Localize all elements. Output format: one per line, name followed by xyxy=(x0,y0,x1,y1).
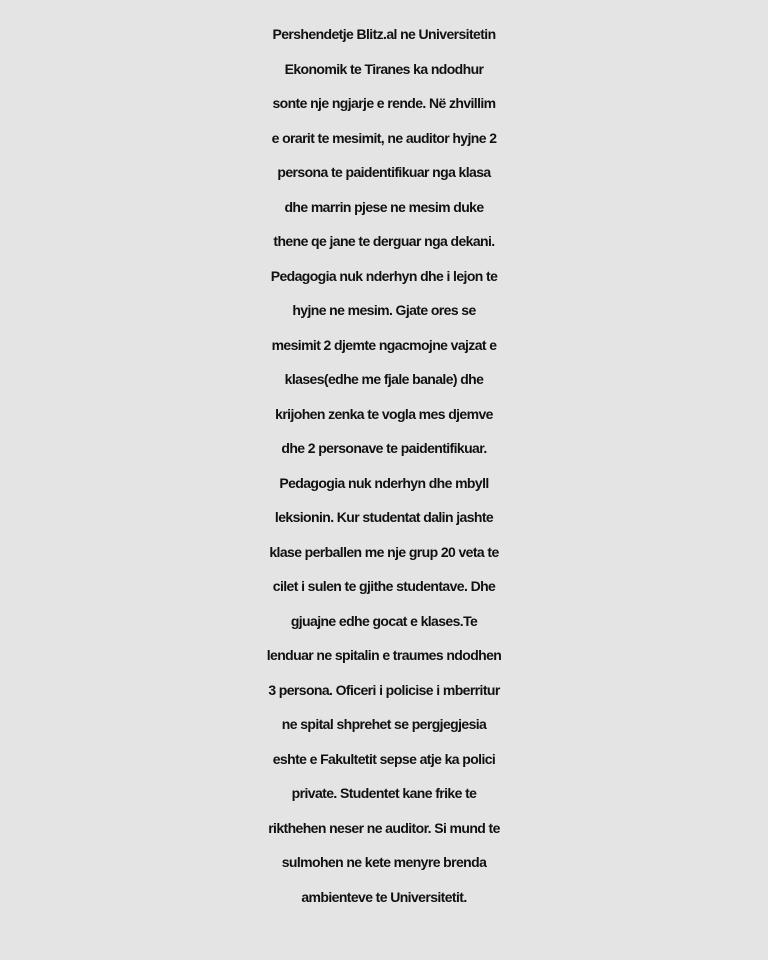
text-line: 3 persona. Oficeri i policise i mberritur xyxy=(268,681,500,698)
text-line: persona te paidentifikuar nga klasa xyxy=(277,164,491,180)
text-line: dhe marrin pjese ne mesim duke xyxy=(284,198,484,215)
text-line: sonte nje ngjarje e rende. Në zhvillim xyxy=(272,95,496,111)
text-line: ambienteve te Universitetit. xyxy=(301,888,467,905)
text-line: krijohen zenka te vogla mes djemve xyxy=(275,405,493,422)
text-line: klase perballen me nje grup 20 veta te xyxy=(269,543,499,560)
text-line: Ekonomik te Tiranes ka ndodhur xyxy=(284,60,484,77)
text-line: e orarit te mesimit, ne auditor hyjne 2 xyxy=(271,129,497,146)
text-line: klases(edhe me fjale banale) dhe xyxy=(284,371,484,387)
text-line: cilet i sulen te gjithe studentave. Dhe xyxy=(272,578,496,594)
text-line: private. Studentet kane frike te xyxy=(291,785,477,801)
text-line: Pedagogia nuk nderhyn dhe mbyll xyxy=(279,474,489,491)
text-line: sulmohen ne kete menyre brenda xyxy=(281,854,487,870)
text-line: eshte e Fakultetit sepse atje ka polici xyxy=(272,750,496,767)
text-line: ne spital shprehet se pergjegjesia xyxy=(281,716,487,732)
text-line: lenduar ne spitalin e traumes ndodhen xyxy=(266,647,502,663)
text-line: leksionin. Kur studentat dalin jashte xyxy=(274,509,494,525)
text-line: Pershendetje Blitz.al ne Universitetin xyxy=(272,26,496,42)
text-line: rikthehen neser ne auditor. Si mund te xyxy=(268,819,500,836)
post-text xyxy=(0,17,768,914)
text-line: dhe 2 personave te paidentifikuar. xyxy=(281,440,487,456)
text-line: hyjne ne mesim. Gjate ores se xyxy=(292,302,476,318)
text-line: mesimit 2 djemte ngacmojne vajzat e xyxy=(271,336,497,353)
text-line: thene qe jane te derguar nga dekani. xyxy=(273,233,495,249)
text-line: gjuajne edhe gocat e klases.Te xyxy=(290,612,478,629)
text-line: Pedagogia nuk nderhyn dhe i lejon te xyxy=(270,267,498,284)
